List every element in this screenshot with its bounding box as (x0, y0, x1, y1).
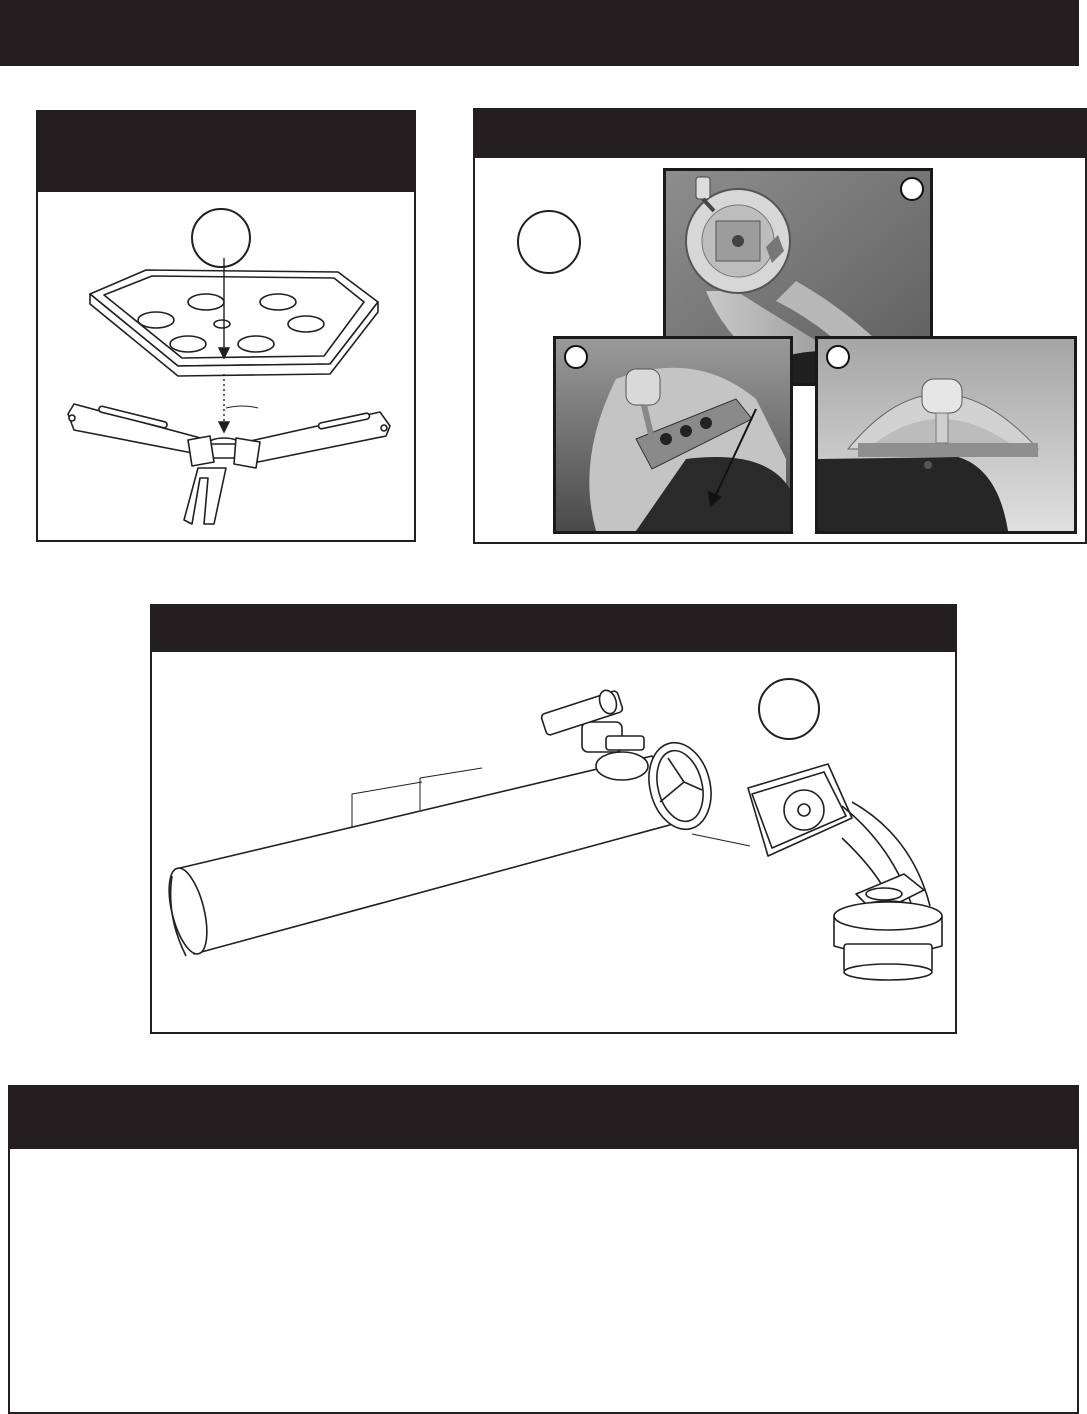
notice-box (8, 1085, 1079, 1414)
mount-photo-b (553, 336, 793, 534)
goto-mount-arm-icon (748, 764, 942, 980)
mount-figure-heading-bar (475, 110, 1085, 158)
accessory-tray-diagram-icon (38, 112, 414, 540)
mount-figure-panel (473, 108, 1087, 544)
mount-photo-b-callout (564, 345, 588, 369)
mount-photo-c-callout (826, 345, 850, 369)
tray-figure-panel (36, 110, 416, 542)
dovetail-knob-photo-icon (818, 339, 1074, 531)
telescope-tube-diagram-icon (152, 606, 955, 1032)
dovetail-clamp-photo-icon (556, 339, 790, 531)
mount-photo-c (815, 336, 1077, 534)
mount-figure-callout (517, 210, 581, 274)
mount-photo-a-callout (900, 177, 924, 201)
tube-figure-panel (150, 604, 957, 1034)
header-band (0, 0, 1079, 66)
notice-box-heading-bar (10, 1087, 1077, 1149)
